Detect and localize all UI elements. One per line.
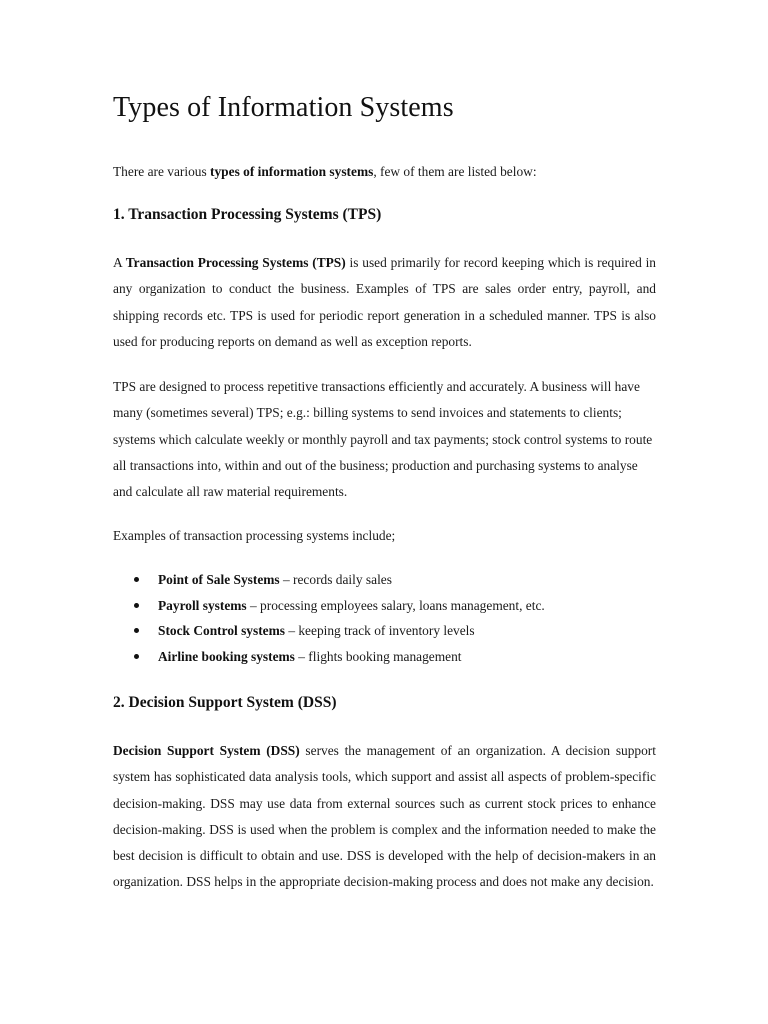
intro-paragraph [113, 162, 537, 182]
example-name: Point of Sale Systems [158, 572, 280, 587]
section-heading-tps: 1. Transaction Processing Systems (TPS) [113, 206, 382, 223]
dss-paragraph-1 [113, 738, 656, 896]
example-desc: – flights booking management [294, 648, 462, 664]
bullet-icon [134, 654, 139, 659]
list-item [113, 567, 545, 593]
tps-paragraph-1-pre: A [113, 255, 126, 270]
example-desc: – processing employees salary, loans management, etc. [246, 597, 545, 613]
bullet-icon [134, 577, 139, 582]
page-title: Types of Information Systems [113, 92, 454, 123]
section-heading-dss: 2. Decision Support System (DSS) [113, 694, 337, 711]
intro-text-post: , few of them are listed below: [373, 164, 537, 179]
tps-paragraph-3: Examples of transaction processing systems include; [113, 528, 396, 543]
list-item [113, 618, 545, 644]
example-name: Airline booking systems [158, 648, 295, 664]
dss-paragraph-1-bold: Decision Support System (DSS) [113, 743, 300, 758]
tps-paragraph-1-bold: Transaction Processing Systems (TPS) [125, 255, 346, 270]
intro-text-pre: There are various [113, 164, 211, 179]
example-name: Stock Control systems [158, 623, 285, 639]
example-desc: – records daily sales [279, 572, 392, 587]
intro-text-bold: types of information systems [210, 164, 374, 179]
list-item [113, 644, 545, 670]
tps-paragraph-2: TPS are designed to process repetitive transactions efficiently and accurately. A business will have many (sometimes several) TPS; e.g.: billing systems to send invoices and statements to clients; systems which calculate weekly or monthly payroll and tax payments; stock control systems to route all transactions into, within and out of the business; production and purchasing systems to analyse and calculate all raw material requirements. [113, 379, 653, 500]
example-desc: – keeping track of inventory levels [284, 623, 475, 639]
tps-examples-list [113, 567, 545, 669]
bullet-icon [134, 603, 139, 608]
tps-paragraph-1-post: is used primarily for record keeping which is required in any organization to conduct the business. Examples of TPS are sales order entry, payroll, and shipping records etc. TPS is used for periodic report generation in a scheduled manner. TPS is also used for producing reports on demand as well as exception reports. [113, 255, 656, 349]
dss-paragraph-1-post: serves the management of an organization. A decision support system has sophisticated data analysis tools, which support and assist all aspects of problem-specific decision-making. DSS may use data from external sources such as current stock prices to enhance decision-making. DSS is used when the problem is complex and the information needed to make the best decision is difficult to obtain and use. DSS is developed with the help of decision-makers in an organization. DSS helps in the appropriate decision-making process and does not make any decision. [113, 743, 656, 890]
example-name: Payroll systems [158, 597, 247, 613]
list-item [113, 593, 545, 619]
tps-paragraph-1 [113, 250, 656, 355]
bullet-icon [134, 628, 139, 633]
